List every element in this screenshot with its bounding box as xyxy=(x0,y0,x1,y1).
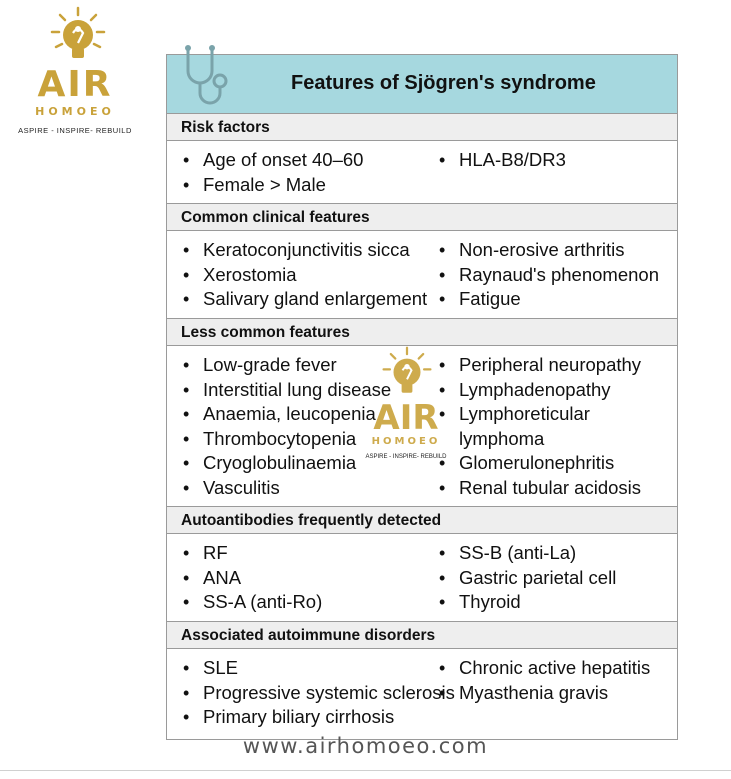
watermark-sub-text: HOMOEO xyxy=(371,436,441,447)
section-heading-label: Risk factors xyxy=(181,119,270,136)
section-list-right xyxy=(439,148,566,173)
section-list-left xyxy=(183,656,455,730)
list-item: • Progressive systemic sclerosis xyxy=(183,681,455,706)
list-item: • Thyroid xyxy=(439,590,616,615)
brand-logo xyxy=(10,6,140,136)
stethoscope-icon xyxy=(172,43,232,113)
list-item: • Raynaud's phenomenon xyxy=(439,263,659,288)
watermark-brand-text: AIR xyxy=(373,398,439,438)
list-item: • Xerostomia xyxy=(183,263,427,288)
list-item: • SS-B (anti-La) xyxy=(439,541,616,566)
section-list-right xyxy=(439,353,641,501)
list-item-continuation: lymphoma xyxy=(459,427,545,449)
list-item: • Thrombocytopenia xyxy=(183,427,391,452)
section-heading xyxy=(167,506,677,534)
list-item: • Female > Male xyxy=(183,173,363,198)
section-heading-label: Autoantibodies frequently detected xyxy=(181,512,442,529)
list-item: • Myasthenia gravis xyxy=(439,681,650,706)
section-heading xyxy=(167,621,677,649)
watermark-tagline: ASPIRE - INSPIRE- REBUILD xyxy=(365,454,447,460)
section-list-left xyxy=(183,541,322,615)
list-item: • Chronic active hepatitis xyxy=(439,656,650,681)
list-item: • Lymphoreticular xyxy=(439,402,641,427)
list-item: • Age of onset 40–60 xyxy=(183,148,363,173)
list-item: • Keratoconjunctivitis sicca xyxy=(183,238,427,263)
section-heading-label: Associated autoimmune disorders xyxy=(181,627,436,644)
list-item: • Anaemia, leucopenia xyxy=(183,402,391,427)
card-header xyxy=(167,55,677,113)
logo-tagline: ASPIRE - INSPIRE- REBUILD xyxy=(18,126,132,135)
list-item: • Gastric parietal cell xyxy=(439,566,616,591)
section-list-left xyxy=(183,353,391,501)
list-item: • Interstitial lung disease xyxy=(183,378,391,403)
website-url: www.airhomoeo.com xyxy=(242,734,489,758)
list-item: • HLA-B8/DR3 xyxy=(439,148,566,173)
list-item: • Fatigue xyxy=(439,287,659,312)
section-heading-label: Less common features xyxy=(181,324,350,341)
bottom-divider xyxy=(0,770,731,771)
lightbulb-icon xyxy=(48,6,108,66)
list-item: • Peripheral neuropathy xyxy=(439,353,641,378)
list-item: • SLE xyxy=(183,656,455,681)
list-item: • Lymphadenopathy xyxy=(439,378,641,403)
section-heading-label: Common clinical features xyxy=(181,209,370,226)
list-item: • ANA xyxy=(183,566,322,591)
logo-brand-text: AIR xyxy=(37,64,113,105)
section-list-right xyxy=(439,541,616,615)
card-title: Features of Sjögren's syndrome xyxy=(291,72,596,94)
section-heading xyxy=(167,318,677,346)
section-list-right xyxy=(439,238,659,312)
list-item: • RF xyxy=(183,541,322,566)
list-item: • Salivary gland enlargement xyxy=(183,287,427,312)
list-item: • SS-A (anti-Ro) xyxy=(183,590,322,615)
section-heading xyxy=(167,203,677,231)
section-list-left xyxy=(183,238,427,312)
features-card xyxy=(166,54,678,740)
list-item: • Primary biliary cirrhosis xyxy=(183,705,455,730)
list-item: • Vasculitis xyxy=(183,476,391,501)
section-list-right xyxy=(439,656,650,705)
section-list-left xyxy=(183,148,363,197)
list-item: • Glomerulonephritis xyxy=(439,451,641,476)
list-item: • Cryoglobulinaemia xyxy=(183,451,391,476)
list-item: • Non-erosive arthritis xyxy=(439,238,659,263)
list-item: • Renal tubular acidosis xyxy=(439,476,641,501)
section-heading xyxy=(167,113,677,141)
logo-sub-text: HOMOEO xyxy=(35,105,115,118)
list-item: • Low-grade fever xyxy=(183,353,391,378)
